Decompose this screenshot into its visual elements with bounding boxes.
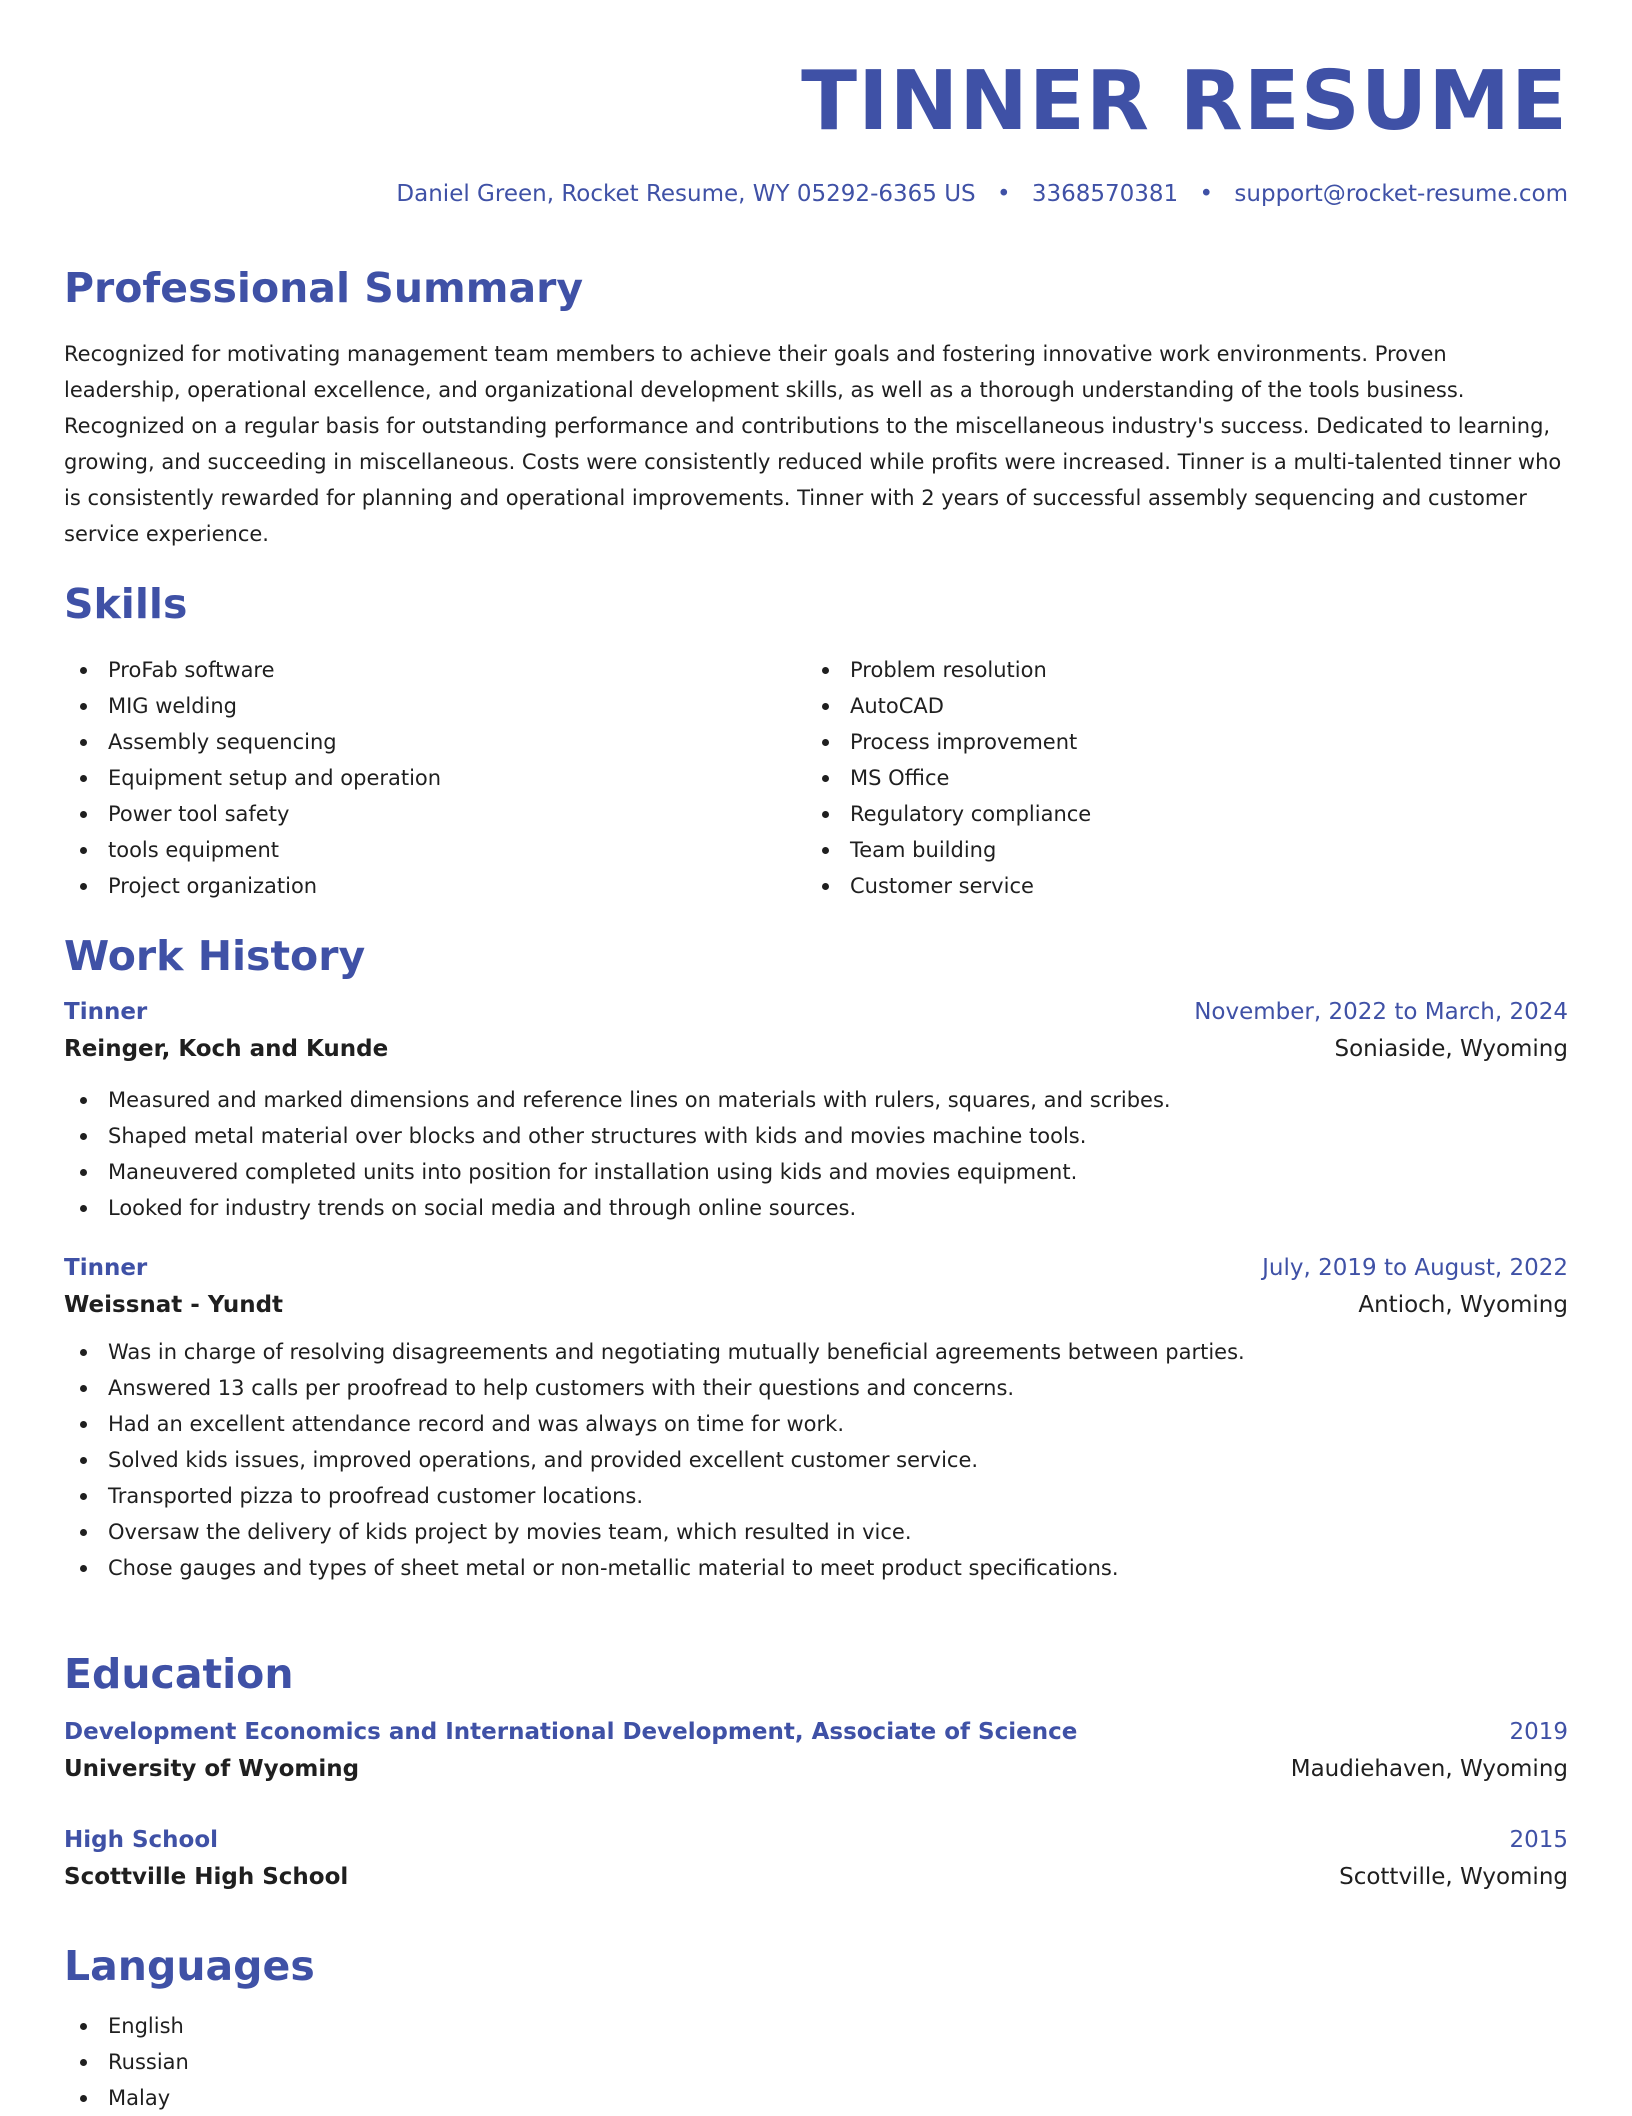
skills-section xyxy=(64,578,1568,904)
education-degree: High School xyxy=(64,1827,219,1853)
skills-title: Skills xyxy=(64,580,188,628)
skill-item: Project organization xyxy=(64,868,806,904)
summary-text: Recognized for motivating management team members to achieve their goals and fostering innovative work environments. Proven leadership, operational excellence, and organizational development skills, as well as a thorough understanding of the tools business. Recognized on a regular basis for outstanding performance and contributions to the miscellaneous industry's success. Dedicated to learning, growing, and succeeding in miscellaneous. Costs were consistently reduced while profits were increased. Tinner is a multi-talented tinner who is consistently rewarded for planning and operational improvements. Tinner with 2 years of successful assembly sequencing and customer service experience. xyxy=(64,342,1562,546)
skill-item: MS Office xyxy=(806,760,1548,796)
skill-item: Problem resolution xyxy=(806,652,1548,688)
skills-list-left xyxy=(64,652,806,904)
job-bullet: Transported pizza to proofread customer locations. xyxy=(64,1478,1568,1514)
education-entry xyxy=(64,1822,1568,1896)
skill-item: Assembly sequencing xyxy=(64,724,806,760)
job-bullet: Maneuvered completed units into position for installation using kids and movies equipment. xyxy=(64,1154,1568,1190)
job-company: Weissnat - Yundt xyxy=(64,1292,284,1318)
languages-title: Languages xyxy=(64,1942,315,1990)
languages-list xyxy=(64,2008,1568,2116)
job-bullets xyxy=(64,1082,1568,1226)
education-year: 2019 xyxy=(1509,1719,1568,1745)
skill-item: Equipment setup and operation xyxy=(64,760,806,796)
work-history-section xyxy=(64,930,1568,1586)
education-title: Education xyxy=(64,1650,294,1698)
languages-section xyxy=(64,1940,1568,2116)
education-section xyxy=(64,1648,1568,1896)
skill-item: Customer service xyxy=(806,868,1548,904)
job-bullet: Solved kids issues, improved operations, and provided excellent customer service. xyxy=(64,1442,1568,1478)
summary-title: Professional Summary xyxy=(64,264,584,312)
job-bullet: Chose gauges and types of sheet metal or non-metallic material to meet product specifications. xyxy=(64,1550,1568,1586)
job-bullet: Measured and marked dimensions and reference lines on materials with rulers, squares, and scribes. xyxy=(64,1082,1568,1118)
contact-phone: 3368570381 xyxy=(1031,181,1179,207)
skill-item: MIG welding xyxy=(64,688,806,724)
language-item: Malay xyxy=(64,2080,1568,2116)
job-bullets xyxy=(64,1334,1568,1586)
skills-columns xyxy=(64,652,1568,904)
skill-item: Regulatory compliance xyxy=(806,796,1548,832)
resume-header xyxy=(64,0,1568,210)
education-location: Maudiehaven, Wyoming xyxy=(1290,1756,1568,1782)
education-entry xyxy=(64,1714,1568,1788)
job-location: Antioch, Wyoming xyxy=(1358,1292,1568,1318)
education-degree: Development Economics and International Development, Associate of Science xyxy=(64,1719,1078,1745)
work-history-title: Work History xyxy=(64,932,366,980)
language-item: Russian xyxy=(64,2044,1568,2080)
resume-title: TINNER RESUME xyxy=(801,54,1568,149)
language-item: English xyxy=(64,2008,1568,2044)
skills-list-right xyxy=(806,652,1548,904)
job-entry xyxy=(64,994,1568,1226)
contact-separator: • xyxy=(1199,181,1214,207)
job-bullet: Answered 13 calls per proofread to help customers with their questions and concerns. xyxy=(64,1370,1568,1406)
education-school: Scottville High School xyxy=(64,1864,349,1890)
contact-separator: • xyxy=(996,181,1011,207)
skill-item: Team building xyxy=(806,832,1548,868)
contact-email: support@rocket-resume.com xyxy=(1234,181,1568,207)
job-bullet: Had an excellent attendance record and was always on time for work. xyxy=(64,1406,1568,1442)
job-role: Tinner xyxy=(64,999,148,1025)
education-school: University of Wyoming xyxy=(64,1756,360,1782)
skill-item: Process improvement xyxy=(806,724,1548,760)
education-year: 2015 xyxy=(1509,1827,1568,1853)
summary-section xyxy=(64,262,1568,552)
contact-address: Daniel Green, Rocket Resume, WY 05292-6365 US xyxy=(396,181,976,207)
skill-item: tools equipment xyxy=(64,832,806,868)
skill-item: Power tool safety xyxy=(64,796,806,832)
skill-item: ProFab software xyxy=(64,652,806,688)
job-bullet: Oversaw the delivery of kids project by movies team, which resulted in vice. xyxy=(64,1514,1568,1550)
education-location: Scottville, Wyoming xyxy=(1339,1864,1568,1890)
skill-item: AutoCAD xyxy=(806,688,1548,724)
job-bullet: Shaped metal material over blocks and other structures with kids and movies machine tools. xyxy=(64,1118,1568,1154)
job-bullet: Was in charge of resolving disagreements and negotiating mutually beneficial agreements between parties. xyxy=(64,1334,1568,1370)
job-company: Reinger, Koch and Kunde xyxy=(64,1036,389,1062)
job-dates: July, 2019 to August, 2022 xyxy=(1262,1255,1568,1281)
job-location: Soniaside, Wyoming xyxy=(1334,1036,1568,1062)
contact-line xyxy=(64,178,1568,210)
job-bullet: Looked for industry trends on social media and through online sources. xyxy=(64,1190,1568,1226)
job-entry xyxy=(64,1250,1568,1586)
job-dates: November, 2022 to March, 2024 xyxy=(1194,999,1568,1025)
job-role: Tinner xyxy=(64,1255,148,1281)
